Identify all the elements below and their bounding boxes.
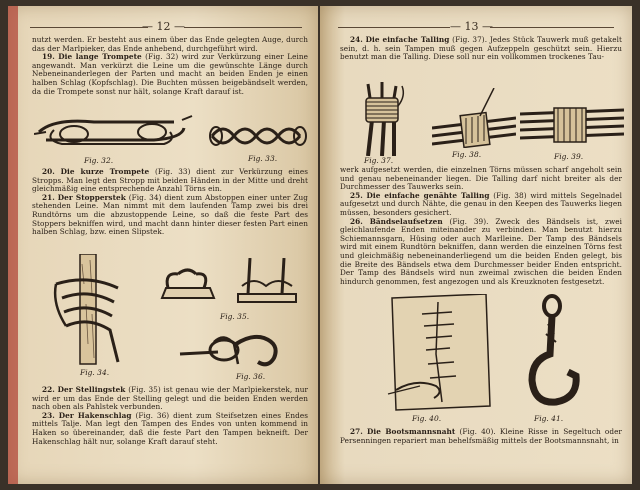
section-number: 23. xyxy=(42,410,55,420)
section-23 xyxy=(32,412,308,446)
figure-caption: Fig. 35. xyxy=(220,312,250,321)
header-rule xyxy=(30,27,148,28)
section-number: 20. xyxy=(42,167,55,176)
figure-caption: Fig. 38. xyxy=(452,150,482,159)
section-number: 24. xyxy=(350,35,363,44)
section-text: (Fig. 34) dient zum Abstoppen einer unter Zug stehenden Leine. Man nimmt mit dem laufenden Tamp zwei bis drei Rundtörns um die abzustoppende Leine, so daß die feste Part des Stoppers bekniffen wird, und macht dann hinter dieser festen Part einen halben Schlag, bzw. einen Slipstek. xyxy=(32,192,308,237)
page-edge xyxy=(8,6,18,484)
section-number: 26. xyxy=(350,216,363,226)
section-text: (Fig. 40). Kleine Risse in Segeltuch oder Persenningen repariert man behelfsmäßig mittels der Bootsmannsnaht, in xyxy=(340,427,622,445)
section-title: Der Hakenschlag xyxy=(58,410,132,420)
figure-caption: Fig. 41. xyxy=(534,414,564,423)
figure-caption: Fig. 40. xyxy=(412,414,442,423)
section-number: 21. xyxy=(42,192,55,202)
page-number: — 12 — xyxy=(142,20,185,33)
section-number: 27. xyxy=(350,427,363,436)
section-number: 19. xyxy=(42,52,55,62)
section-text: (Fig. 32) wird zur Verkürzung einer Leine angewandt. Man verkürzt die Leine um die gewünschte Länge durch Nebeneinanderlegen der Parten und macht an beiden Enden je einen halben Schlag (Kopfschlag). Die Buchten müssen beigebändselt werden, da die Trompete sonst nur hält, solange Kraft darauf ist. xyxy=(32,52,308,96)
figure-39-illustration xyxy=(520,102,624,146)
text-block xyxy=(340,166,622,286)
section-text: (Fig. 39). Zweck des Bändsels ist, zwei gleichlaufende Enden miteinander zu verbinden. Man benutzt hierzu Schiemannsgarn, Hüsing oder auch Marlleine. Der Tamp des Bändsels wird mit einem Rundtörn bekniffen, dann werden die einzelnen Törns fest und gleichmäßig nebeneinanderliegend um die beiden Enden gelegt, bis die Breite des Bändsels etwa dem Durchmesser beider Enden entspricht. Der Tamp des Bändsels wird nun zweimal zwischen die beiden Enden hindurch genommen, fest angezogen und als Kreuzknoten festgesetzt. xyxy=(340,216,622,286)
section-title: Die einfache Talling xyxy=(365,35,450,44)
section-title: Die kurze Trompete xyxy=(60,167,150,176)
figure-36-illustration xyxy=(178,324,288,372)
section-19 xyxy=(32,53,308,96)
page-number: — 13 — xyxy=(450,20,493,33)
figure-33-illustration xyxy=(208,118,308,152)
section-title: Die Bootsmannsnaht xyxy=(367,427,456,436)
left-page xyxy=(8,6,318,484)
section-text: (Fig. 35) ist genau wie der Marlpiekerstek, nur wird er um das Ende der Stelling gelegt und die beiden Enden werden nach oben als Pahlstek verbunden. xyxy=(32,385,309,412)
header-rule xyxy=(338,27,450,28)
section-title: Der Stopperstek xyxy=(57,192,126,202)
figure-38-illustration xyxy=(432,88,516,148)
section-text: (Fig. 33) dient zur Verkürzung eines Stropps. Man legt den Stropp mit beiden Händen in der Mitte und dreht gleichmäßig eine entsprechende Anzahl Törns ein. xyxy=(32,167,308,194)
header-rule xyxy=(184,27,302,28)
text-block xyxy=(340,428,622,445)
section-text: (Fig. 38) wird mittels Segelnadel aufgesetzt und durch Nähte, die genau in den Keepen des Tauwerks liegen müssen, besonders gesichert. xyxy=(340,190,622,217)
section-title: Die einfache genähte Talling xyxy=(366,190,490,200)
figure-caption: Fig. 32. xyxy=(84,156,114,165)
section-text: (Fig. 37). Jedes Stück Tauwerk muß getakelt sein, d. h. sein Tampen muß gegen Aufzeppeln geschützt sein. Hierzu benutzt man die Talling. Diese soll nur ein vollkommen trockenes Tau- xyxy=(340,35,622,62)
section-27 xyxy=(340,428,622,445)
text-block xyxy=(32,36,308,96)
figure-32-illustration xyxy=(34,110,194,156)
figure-37-illustration xyxy=(358,80,408,156)
paragraph: nutzt werden. Er besteht aus einem über das Ende gelegten Auge, durch das der Marlpieker, das Ende anhebend, durchgeführt wird. xyxy=(32,35,308,53)
figure-caption: Fig. 33. xyxy=(248,154,278,163)
text-block xyxy=(32,386,308,446)
right-page xyxy=(320,6,632,484)
header-rule xyxy=(490,27,614,28)
section-title: Der Stellingstek xyxy=(57,385,126,394)
figure-caption: Fig. 39. xyxy=(554,152,584,161)
section-title: Die lange Trompete xyxy=(58,52,142,62)
text-block xyxy=(340,36,622,62)
figure-41-illustration xyxy=(512,294,592,412)
section-title: Bändselaufsetzen xyxy=(369,216,443,226)
section-26 xyxy=(340,218,622,287)
section-number: 22. xyxy=(42,385,55,394)
section-25 xyxy=(340,192,622,218)
section-21 xyxy=(32,194,308,237)
figure-caption: Fig. 34. xyxy=(80,368,110,377)
section-22 xyxy=(32,386,308,412)
section-text: (Fig. 36) dient zum Steifsetzen eines Endes mittels Talje. Man legt den Tampen des Endes von unten kommend in Haken so übereinander, daß die feste Part den Tampen bekneift. Der Hakenschlag hält nur, solange Kraft darauf steht. xyxy=(32,410,308,446)
figure-35-illustration xyxy=(154,258,304,316)
figure-40-illustration xyxy=(386,294,494,412)
section-number: 25. xyxy=(350,190,363,200)
figure-34-illustration xyxy=(52,254,122,366)
section-24 xyxy=(340,36,622,62)
figure-caption: Fig. 36. xyxy=(236,372,266,381)
paragraph: werk aufgesetzt werden, die einzelnen Törns müssen scharf angeholt sein und genau nebeneinander liegen. Die Talling darf nicht breiter als der Durchmesser des Tauwerks sein. xyxy=(340,165,622,192)
text-block xyxy=(32,168,308,237)
section-20 xyxy=(32,168,308,194)
figure-caption: Fig. 37. xyxy=(364,156,394,165)
